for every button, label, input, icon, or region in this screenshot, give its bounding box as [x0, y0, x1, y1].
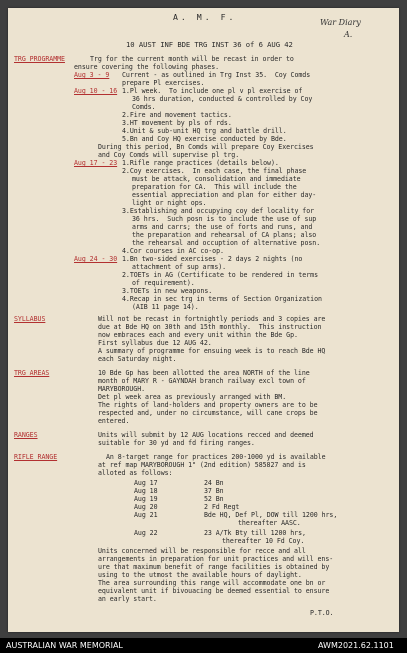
body-line: 1.Pl week. To include one pl v pl exercise of — [122, 87, 303, 95]
body-line: arrangements in preparation for unit practices and will ens- — [98, 555, 334, 563]
margin-heading-syllabus: SYLLABUS — [14, 315, 46, 323]
range-allocation-date: Aug 17 — [134, 479, 158, 487]
body-line: attachment of sup arms). — [132, 263, 227, 271]
body-line: The area surrounding this range will accommodate one bn or — [98, 579, 326, 587]
body-line: 4.Recap in sec trg in terms of Section Organization — [122, 295, 322, 303]
range-allocation-unit: 2 Fd Regt — [204, 503, 240, 511]
body-line: respected and, under no circumstance, will cane crops be — [98, 409, 318, 417]
body-line: month of MARY R - GAYNDAH branch railway excl town of — [98, 377, 306, 385]
body-line: alloted as follows: — [98, 469, 173, 477]
range-allocation-unit: 37 Bn — [204, 487, 224, 495]
body-line: 2.Fire and movement tactics. — [122, 111, 232, 119]
body-line: MARYBOROUGH. — [98, 385, 146, 393]
range-allocation-date: Aug 21 — [134, 511, 158, 519]
footer-accession-number: AWM2021.62.1101 — [318, 641, 394, 650]
body-line: 3.Establishing and occupying coy def locality for — [122, 207, 315, 215]
body-line: Current - as outlined in Trg Inst 35. Coy Comds — [122, 71, 311, 79]
body-line: arms and carrs; the use of forts and runs, and — [132, 223, 313, 231]
body-line: essential appreciation and plan for either day- — [132, 191, 317, 199]
body-line: at ref map MARYBOROUGH 1" (2nd edition) 585827 and is — [98, 461, 306, 469]
body-line: During this period, Bn Comds will prepare Coy Exercises — [98, 143, 314, 151]
body-line: An 8-target range for practices 200-1000 yd is available — [106, 453, 326, 461]
body-line: ensure covering the following phases. — [74, 63, 220, 71]
margin-date-aug-17-23: Aug 17 - 23 — [74, 159, 118, 167]
range-allocation-date: Aug 20 — [134, 503, 158, 511]
body-line: an early start. — [98, 595, 157, 603]
body-line: must be attack, consolidation and immediate — [132, 175, 301, 183]
range-allocation-unit: 52 Bn — [204, 495, 224, 503]
range-allocation-continuation: thereafter AASC. — [238, 519, 301, 527]
body-line: 36 hrs. Such posn is to include the use of sup — [132, 215, 317, 223]
body-line: the rehearsal and occuption of alternative posn. — [132, 239, 321, 247]
body-line: Comds. — [132, 103, 156, 111]
body-line: ure that maximum benefit of range facilities is obtained by — [98, 563, 330, 571]
range-allocation-unit: Bde HQ, Def Pl, DOW till 1200 hrs, — [204, 511, 338, 519]
body-line: 3.HT movement by pls of rds. — [122, 119, 232, 127]
body-line: equivalent unit if bivouacing be deemed essential to ensure — [98, 587, 330, 595]
body-line: the preparation and rehearsal of CA plans; also — [132, 231, 317, 239]
body-line: of requirement). — [132, 279, 195, 287]
body-line: 10 Bde Gp has been allotted the area NORTH of the line — [98, 369, 310, 377]
body-line: 5.Bn and Coy HQ exercise conducted by Bde. — [122, 135, 287, 143]
body-line: Units concerned will be responsible for recce and all — [98, 547, 306, 555]
body-line: suitable for 30 yd and fd firing ranges. — [98, 439, 255, 447]
archive-footer — [0, 638, 407, 653]
body-line: each Saturday night. — [98, 355, 177, 363]
document-page — [8, 8, 399, 632]
margin-date-aug-10-16: Aug 10 - 16 — [74, 87, 118, 95]
margin-heading-trg-areas: TRG AREAS — [14, 369, 50, 377]
body-line: entered. — [98, 417, 130, 425]
body-line: and Coy Comds will supervise pl trg. — [98, 151, 240, 159]
page-turn-note: P.T.O. — [310, 609, 334, 617]
body-line: 2.TOETs in AG (Certificate to be rendered in terms — [122, 271, 318, 279]
body-line: prepare Pl exercises. — [122, 79, 205, 87]
range-allocation-unit: 24 Bn — [204, 479, 224, 487]
margin-heading-trg-programme: TRG PROGRAMME — [14, 55, 65, 63]
margin-heading-rifle-range: RIFLE RANGE — [14, 453, 58, 461]
body-line: Trg for the current month will be recast in order to — [90, 55, 294, 63]
body-line: 1.Rifle range practices (details below). — [122, 159, 279, 167]
margin-heading-ranges: RANGES — [14, 431, 38, 439]
body-line: light or night ops. — [132, 199, 207, 207]
footer-institution: AUSTRALIAN WAR MEMORIAL — [6, 641, 123, 650]
range-allocation-date: Aug 19 — [134, 495, 158, 503]
body-line: Units will submit by 12 AUG locations recced and deemed — [98, 431, 314, 439]
body-line: 4.Cor courses in AC co-op. — [122, 247, 224, 255]
handwritten-note: War Diary — [320, 18, 361, 27]
document-subtitle: 10 AUST INF BDE TRG INST 36 of 6 AUG 42 — [126, 40, 293, 49]
body-line: preparation for CA. This will include the — [132, 183, 297, 191]
margin-date-aug-24-30: Aug 24 - 30 — [74, 255, 118, 263]
document-title: A. M. F. — [173, 12, 237, 22]
range-allocation-date: Aug 22 — [134, 529, 158, 537]
body-line: First syllabus due 12 AUG 42. — [98, 339, 212, 347]
body-line: 2.Coy exercises. In each case, the final phase — [122, 167, 307, 175]
body-line: (AIB 11 page 14). — [132, 303, 199, 311]
body-line: due at Bde HQ on 30th and 15th monthly. This instruction — [98, 323, 322, 331]
body-line: 4.Unit & sub-unit HQ trg and battle drill. — [122, 127, 287, 135]
body-line: Det pl week area as previously arranged with BM. — [98, 393, 287, 401]
body-line: using to the utmost the available hours of daylight. — [98, 571, 302, 579]
handwritten-mark: A. — [344, 30, 353, 39]
body-line: A summary of programme for ensuing week is to reach Bde HQ — [98, 347, 326, 355]
body-line: Will not be recast in fortnightly periods and 3 copies are — [98, 315, 326, 323]
range-allocation-continuation: thereafter 10 Fd Coy. — [222, 537, 305, 545]
body-line: 36 hrs duration, conducted & controlled by Coy — [132, 95, 313, 103]
body-line: The rights of land-holders and property owners are to be — [98, 401, 318, 409]
body-line: now embraces each and every unit within the Bde Gp. — [98, 331, 298, 339]
range-allocation-unit: 23 A/Tk Bty till 1200 hrs, — [204, 529, 306, 537]
range-allocation-date: Aug 18 — [134, 487, 158, 495]
body-line: 3.TOETs in new weapons. — [122, 287, 213, 295]
body-line: 1.Bn two-sided exercises - 2 days 2 nights (no — [122, 255, 303, 263]
margin-date-aug-3-9: Aug 3 - 9 — [74, 71, 110, 79]
